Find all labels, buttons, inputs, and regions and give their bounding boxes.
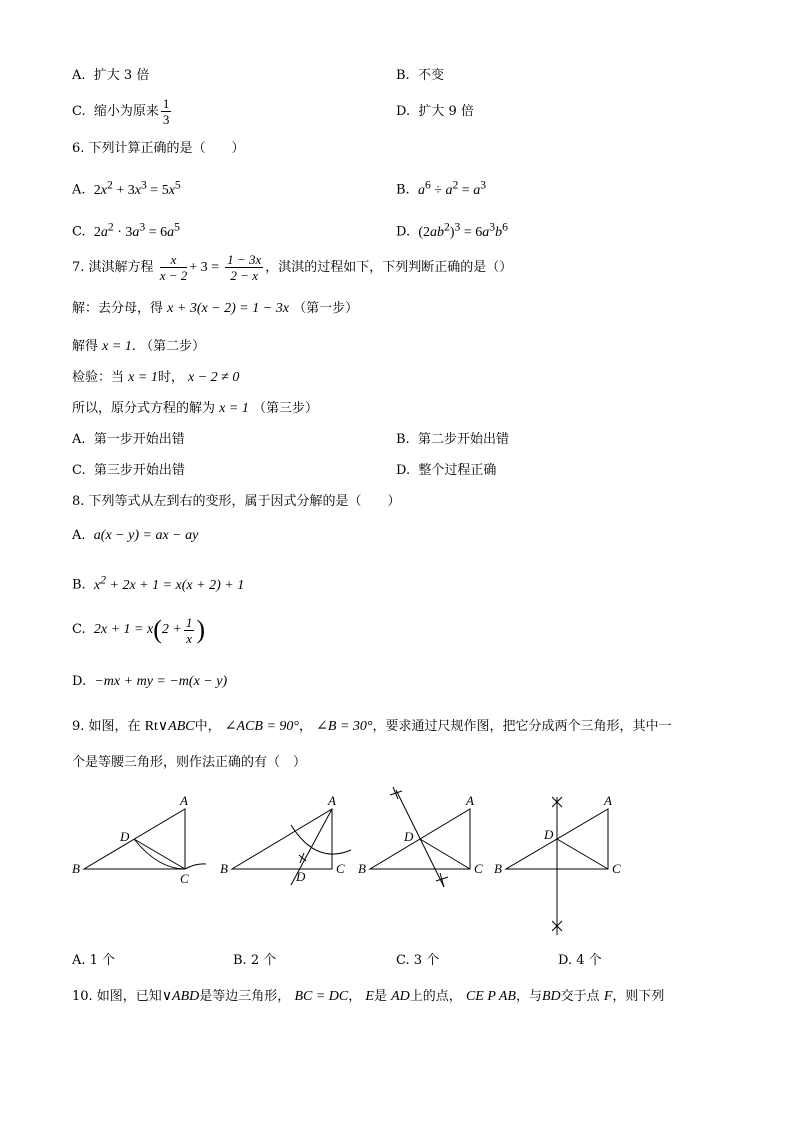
option-label: A. [72,68,86,83]
math-expression: CE P AB [465,989,516,1004]
stem-text: 是 [373,989,387,1004]
option-text: 缩小为原来 [93,104,159,119]
stem-text: 7. 淇淇解方程 [72,260,154,275]
stem-text: 交于点 [560,989,600,1004]
option-label: C. [72,104,86,119]
step-text: （第一步） [293,301,359,316]
figure-3 [358,787,483,887]
q8-option-c [72,610,205,650]
q7-option-c [72,462,185,480]
option-text: 扩大 9 倍 [418,104,474,119]
q7-option-d [396,462,496,480]
math-expression: 2x + 1 = x(2 + $\frac{1}{x}$ ) [93,614,206,646]
vertex-label-a: A [328,793,336,808]
math-expression: $2a^2 \cdot 3a^3 = 6a^5$ [93,220,180,240]
q7-step3 [72,400,318,418]
stem-text: Rt [144,719,158,734]
option-label: D. [72,674,87,689]
math-expression: x = 1 [102,339,132,354]
math-expression: ∠ACB = 90° [224,719,299,734]
math-expression: $x^2 + 2x + 1 = x(x + 2) + 1$ [93,573,245,593]
stem-text: ，淇淇的过程如下，下列判断正确的是（） [265,260,513,275]
vertex-label-b: B [494,861,502,876]
option-label: A. [72,432,86,447]
q9-stem [72,718,672,736]
stem-text: 9. 如图，在 [72,719,141,734]
vertex-label-b: B [358,861,366,876]
fraction: $\frac{x}{x - 2}$ [159,252,188,283]
step-text: 解得 [72,339,99,354]
option-text: 整个过程正确 [418,463,497,478]
q9-figures [66,785,636,945]
option-label: D. [396,463,411,478]
stem-text: ， [348,989,362,1004]
option-label: C. [72,622,86,638]
vertex-label-c: C [612,861,621,876]
stem-text: ，与 [515,989,542,1004]
q7-option-b [396,431,509,449]
math-expression: AD [391,989,410,1004]
q6-option-a [72,176,181,200]
stem-text: ， [299,719,313,734]
vertex-label-a: A [604,793,612,808]
vertex-label-d: D [296,869,306,884]
vertex-label-d: D [544,827,554,842]
option-text: 不变 [417,68,444,83]
q5-option-b [396,67,444,85]
math-expression: $2x^2 + 3x^3 = 5x^5$ [93,178,181,198]
q9-option-a: A. 1 个 [72,953,116,968]
q7-step2: 解得 x = 1. （第二步） [72,339,206,354]
q9-option-d: D. 4 个 [558,953,602,968]
stem-text: 10. 如图，已知 [72,989,162,1004]
vertex-label-c: C [336,861,345,876]
option-label: B. [396,68,410,83]
q8-option-d [72,673,227,691]
vertex-label-d: D [120,829,130,844]
step-text: （第三步） [252,401,318,416]
q9-stem-line2: 个是等腰三角形，则作法正确的有（ ） [72,755,307,770]
option-text: 扩大 3 倍 [93,68,150,83]
vertex-label-a: A [180,793,188,808]
step-text: （第二步） [140,339,206,354]
figure-4 [494,793,621,935]
option-label: A. [72,182,86,198]
stem-text: 上的点， [409,989,462,1004]
stem-text: ，则下列 [612,989,665,1004]
option-text: 第二步开始出错 [417,432,509,447]
option-text: 第三步开始出错 [93,463,185,478]
math-expression: x = 1 [128,370,158,385]
q5-option-d [396,103,474,121]
option-label: C. [72,463,86,478]
option-label: D. [396,224,411,240]
math-expression: ∨ABC [157,719,195,734]
fraction: $\frac{1 - 3x}{2 - x}$ [227,252,262,283]
option-text: 第一步开始出错 [93,432,185,447]
q9-option-b: B. 2 个 [233,953,277,968]
figure-2 [220,793,351,885]
q7-option-a [72,431,185,449]
q7-step1 [72,300,358,318]
math-expression: x − 2 ≠ 0 [187,370,240,385]
option-label: C. [72,224,86,240]
q9-option-c: C. 3 个 [396,953,440,968]
q6-stem: 6. 下列计算正确的是（ ） [72,141,245,156]
stem-text: ，要求通过尺规作图，把它分成两个三角形，其中一 [372,719,672,734]
vertex-label-b: B [72,861,80,876]
vertex-label-d: D [404,829,414,844]
step-text: 所以，原分式方程的解为 [72,401,216,416]
vertex-label-a: A [466,793,474,808]
math-expression: a(x − y) = ax − ay [93,528,199,543]
math-expression: $a^6 \div a^2 = a^3$ [417,178,487,198]
step-text: 时， [157,370,184,385]
vertex-label-c: C [180,871,189,886]
q8-stem: 8. 下列等式从左到右的变形，属于因式分解的是（ ） [72,494,401,509]
q6-option-c [72,218,180,242]
math-expression: $(2ab^2)^3 = 6a^3b^6$ [418,220,508,240]
math-expression: ∨ABD [161,989,200,1004]
q6-option-b [396,176,486,200]
math-expression: ∠B = 30° [316,719,373,734]
math-expression: F [603,989,613,1004]
option-label: A. [72,528,86,543]
option-label: B. [396,432,410,447]
math-expression: BD [542,989,561,1004]
math-expression: E [365,989,374,1004]
q10-stem [72,988,664,1006]
q5-option-c [72,94,173,130]
fraction: $\frac{1}{3}$ [162,96,170,127]
option-label: D. [396,104,411,119]
step-text: 解：去分母，得 [72,301,164,316]
vertex-label-b: B [220,861,228,876]
stem-text: 中， [194,719,221,734]
stem-text: 是等边三角形， [199,989,291,1004]
q6-option-d [396,218,508,242]
q8-option-a [72,527,198,545]
math-expression: BC = DC [294,989,349,1004]
math-expression: −mx + my = −m(x − y) [94,674,228,689]
step-text: 检验：当 [72,370,125,385]
option-label: B. [396,182,410,198]
vertex-label-c: C [474,861,483,876]
math-expression: x + 3(x − 2) = 1 − 3x [167,301,289,316]
q7-stem: 7. 淇淇解方程 $\frac{x}{x - 2}$ + 3 = $\frac{1 - 3x}{2 - x}$ ，淇淇的过程如下，下列判断正确的是（） [72,252,513,283]
math-expression: x = 1 [219,401,249,416]
q5-option-a [72,67,149,85]
figure-1 [72,793,206,886]
q7-check [72,369,239,387]
q8-option-b [72,571,244,595]
option-label: B. [72,577,86,593]
